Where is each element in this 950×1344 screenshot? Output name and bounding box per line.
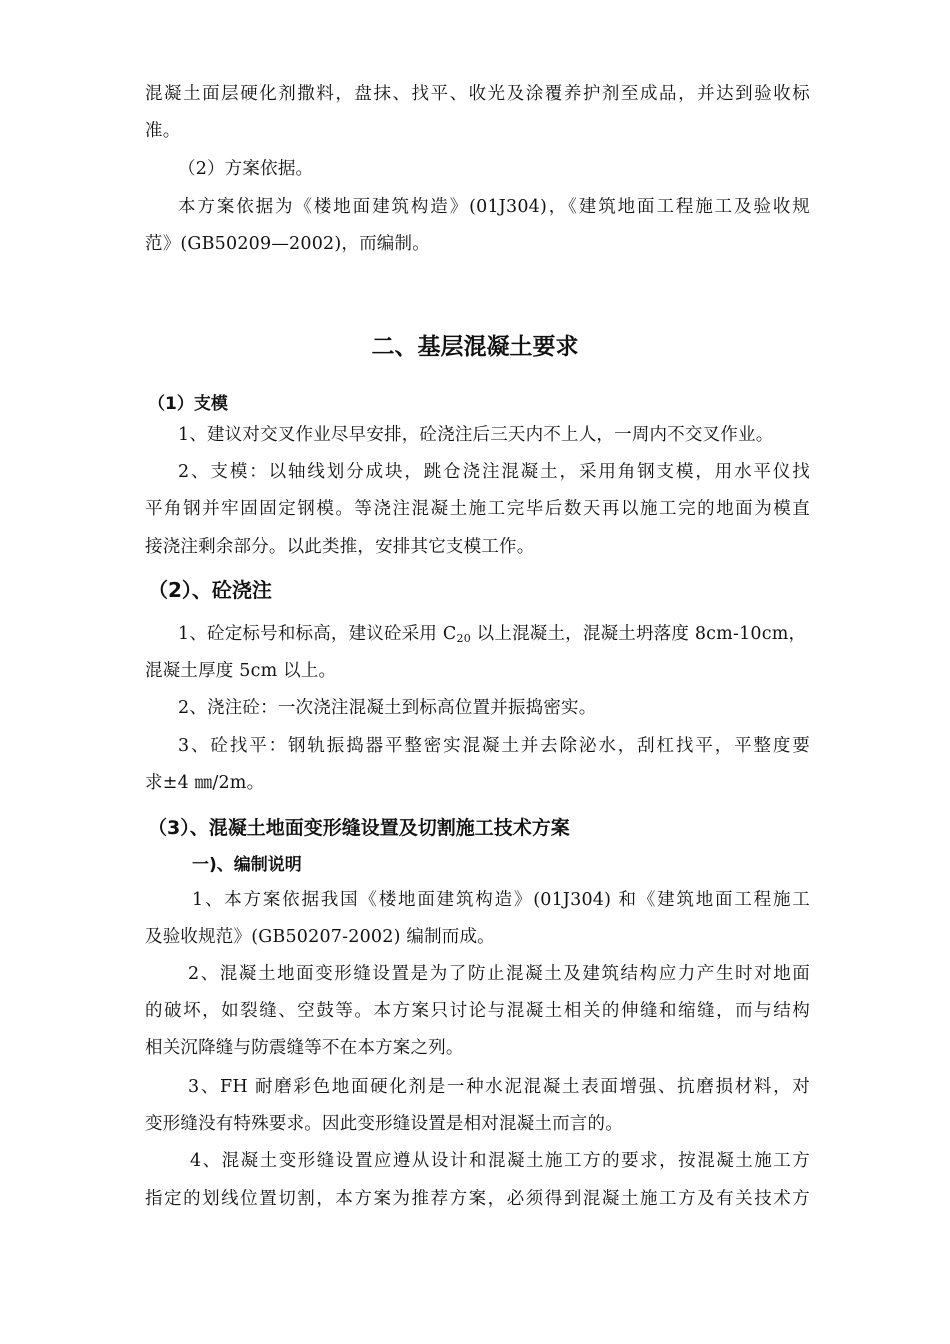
pouring-item-1-line-1 — [178, 622, 810, 646]
joints-heading: （3）、混凝土地面变形缝设置及切割施工技术方案 — [148, 817, 570, 839]
basis-line-1: 本方案依据为《楼地面建筑构造》(01J304)，《建筑地面工程施工及验收规 — [178, 197, 810, 217]
joints-item-3-line-2: 变形缝没有特殊要求。因此变形缝设置是相对混凝土而言的。 — [145, 1114, 623, 1134]
joints-item-2-line-1: 2、混凝土地面变形缝设置是为了防止混凝土及建筑结构应力产生时对地面 — [188, 964, 810, 984]
pouring-item-1-pre: 1、砼定标号和标高，建议砼采用 C — [178, 624, 457, 644]
intro-line-2: 准。 — [145, 121, 181, 141]
joints-subheading: 一)、编制说明 — [192, 855, 302, 875]
formwork-item-2-line-1: 2、支模：以轴线划分成块，跳仓浇注混凝土，采用角钢支模，用水平仪找 — [178, 462, 810, 482]
formwork-item-1: 1、建议对交叉作业尽早安排，砼浇注后三天内不上人，一周内不交叉作业。 — [178, 425, 774, 445]
formwork-item-2-line-2: 平角钢并牢固固定钢模。等浇注混凝土施工完毕后数天再以施工完的地面为模直 — [145, 499, 810, 519]
basis-line-2: 范》(GB50209—2002)，而编制。 — [145, 234, 430, 254]
formwork-heading: （1）支模 — [148, 394, 228, 414]
pouring-heading: （2）、砼浇注 — [148, 578, 272, 602]
pouring-item-1-grade-sub: 20 — [456, 632, 471, 645]
joints-item-1-line-1: 1、本方案依据我国《楼地面建筑构造》(01J304) 和《建筑地面工程施工 — [192, 890, 810, 910]
joints-item-2-line-2: 的破坏，如裂缝、空鼓等。本方案只讨论与混凝土相关的伸缝和缩缝，而与结构 — [145, 1001, 810, 1021]
joints-item-2-line-3: 相关沉降缝与防震缝等不在本方案之列。 — [145, 1038, 464, 1058]
joints-item-3-line-1: 3、FH 耐磨彩色地面硬化剂是一种水泥混凝土表面增强、抗磨损材料，对 — [188, 1077, 810, 1097]
pouring-item-1-line-2: 混凝土厚度 5cm 以上。 — [145, 661, 337, 681]
pouring-item-3-line-1: 3、砼找平：钢轨振捣器平整密实混凝土并去除泌水，刮杠找平，平整度要 — [178, 736, 810, 756]
joints-item-4-line-2: 指定的划线位置切割，本方案为推荐方案，必须得到混凝土施工方及有关技术方 — [145, 1189, 810, 1209]
basis-title: （2）方案依据。 — [178, 159, 314, 179]
formwork-item-2-line-3: 接浇注剩余部分。以此类推，安排其它支模工作。 — [145, 537, 535, 557]
joints-item-4-line-1: 4、混凝土变形缝设置应遵从设计和混凝土施工方的要求，按混凝土施工方 — [190, 1151, 810, 1171]
section-title: 二、基层混凝土要求 — [371, 334, 579, 360]
joints-item-1-line-2: 及验收规范》(GB50207-2002) 编制而成。 — [145, 927, 495, 947]
pouring-item-1-post: 以上混凝土，混凝土坍落度 8cm-10cm， — [470, 624, 807, 644]
intro-line-1: 混凝土面层硬化剂撒料，盘抹、找平、收光及涂覆养护剂至成品，并达到验收标 — [145, 84, 810, 104]
pouring-item-3-line-2: 求±4 ㎜/2m。 — [145, 773, 265, 793]
pouring-item-2: 2、浇注砼：一次浇注混凝土到标高位置并振捣密实。 — [178, 698, 597, 718]
